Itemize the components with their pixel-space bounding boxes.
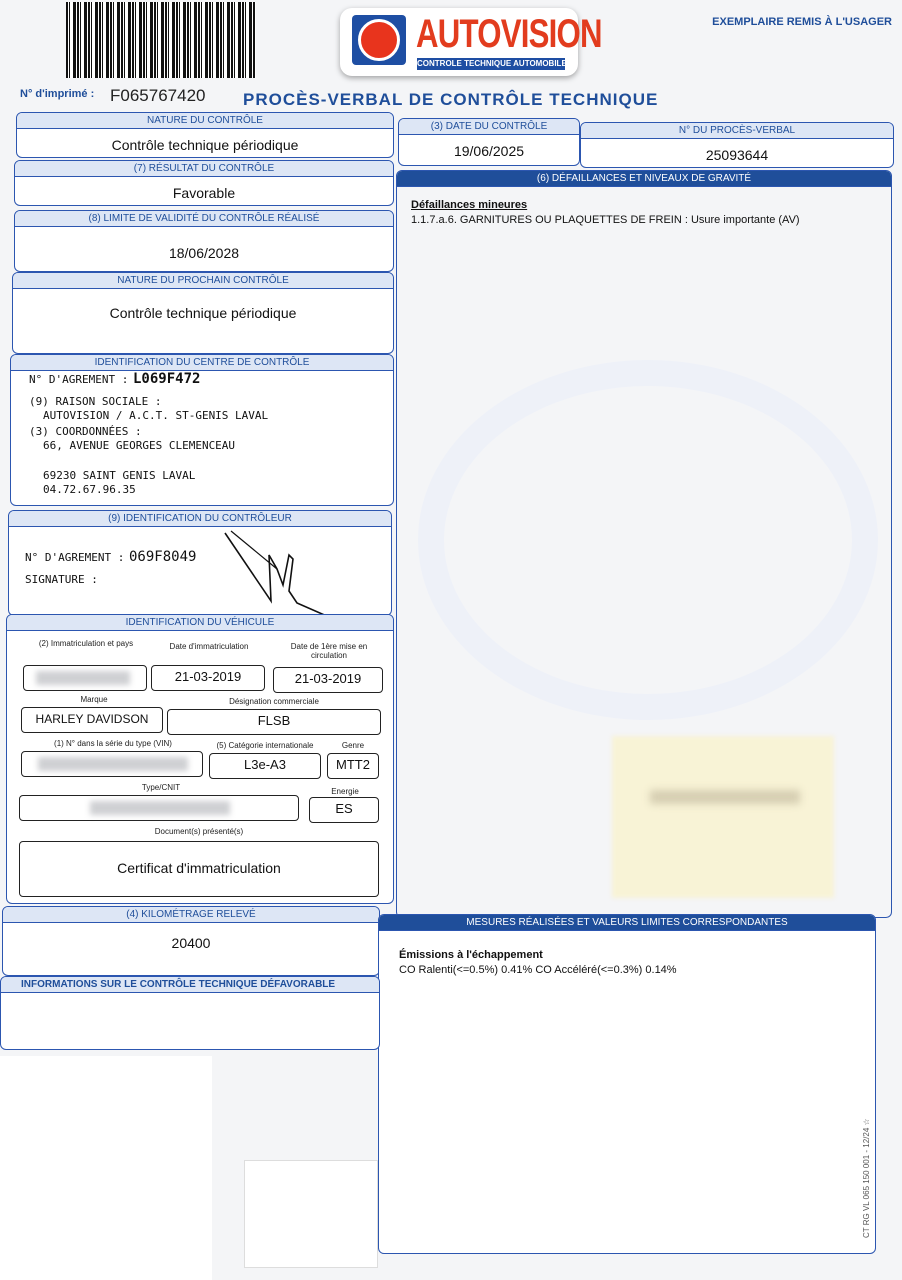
defaillance-item: 1.1.7.a.6. GARNITURES OU PLAQUETTES DE FREIN : Usure importante (AV)	[411, 214, 800, 226]
pv-number-header: N° DU PROCÈS-VERBAL	[581, 123, 893, 139]
resultat-value: Favorable	[172, 185, 236, 201]
mesures-title: Émissions à l'échappement	[399, 949, 543, 961]
pv-number-box	[580, 122, 894, 168]
documents-field: Certificat d'immatriculation	[19, 841, 379, 897]
defavorable-header: INFORMATIONS SUR LE CONTRÔLE TECHNIQUE DÉFAVORABLE	[1, 977, 379, 993]
nature-controle-header: NATURE DU CONTRÔLE	[17, 113, 393, 129]
mesures-box	[378, 914, 876, 1254]
centre-agrement-label: N° D'AGREMENT :	[29, 373, 129, 386]
defavorable-box	[0, 976, 380, 1050]
raison-sociale-label: (9) RAISON SOCIALE :	[29, 395, 162, 408]
validite-header: (8) LIMITE DE VALIDITÉ DU CONTRÔLE RÉALISÉ	[15, 211, 393, 227]
vin-field	[21, 751, 203, 777]
pv-number-value: 25093644	[705, 147, 769, 163]
logo-tagline: CONTROLE TECHNIQUE AUTOMOBILE	[417, 59, 567, 68]
defaillances-header: (6) DÉFAILLANCES ET NIVEAUX DE GRAVITÉ	[397, 171, 891, 187]
stamp-text-redacted	[650, 790, 800, 804]
immat-field	[23, 665, 147, 691]
address-line-1: 66, AVENUE GEORGES CLEMENCEAU	[43, 439, 236, 452]
coordonnees-label: (3) COORDONNÉES :	[29, 425, 142, 438]
redacted-type	[90, 801, 230, 815]
controleur-agrement-value: 069F8049	[129, 549, 197, 565]
centre-controle-header: IDENTIFICATION DU CENTRE DE CONTRÔLE	[11, 355, 393, 371]
vehicule-box	[6, 614, 394, 904]
mesures-header: MESURES RÉALISÉES ET VALEURS LIMITES CORRESPONDANTES	[379, 915, 875, 931]
date-immat-label: Date d'immatriculation	[169, 642, 249, 651]
document-title: PROCÈS-VERBAL DE CONTRÔLE TECHNIQUE	[243, 90, 659, 109]
prochain-controle-value: Contrôle technique périodique	[109, 305, 297, 321]
vehicule-header: IDENTIFICATION DU VÉHICULE	[7, 615, 393, 631]
centre-phone: 04.72.67.96.35	[43, 483, 136, 496]
designation-label: Désignation commerciale	[229, 697, 319, 706]
copy-note: EXEMPLAIRE REMIS À L'USAGER	[712, 16, 892, 28]
form-reference-code: CT RG VL 065 150 001 - 12/24 ☆	[862, 1118, 871, 1238]
defaillances-section-title: Défaillances mineures	[411, 199, 528, 211]
centre-agrement-value: L069F472	[133, 371, 201, 387]
prochain-controle-box	[12, 272, 394, 354]
energie-label: Energie	[331, 787, 359, 796]
vin-label: (1) N° dans la série du type (VIN)	[54, 739, 172, 748]
date-immat-field: 21-03-2019	[151, 665, 265, 691]
date-controle-box	[398, 118, 580, 166]
mesures-line: CO Ralenti(<=0.5%) 0.41% CO Accéléré(<=0.3%) 0.14%	[399, 964, 677, 976]
type-cnit-label: Type/CNIT	[141, 783, 181, 792]
resultat-box	[14, 160, 394, 206]
kilometrage-header: (4) KILOMÉTRAGE RELEVÉ	[3, 907, 379, 923]
address-line-2: 69230 SAINT GENIS LAVAL	[43, 469, 196, 482]
type-cnit-field	[19, 795, 299, 821]
barcode	[66, 2, 256, 78]
marque-label: Marque	[80, 695, 108, 704]
nature-controle-box	[16, 112, 394, 158]
logo-mark-icon	[352, 15, 406, 65]
controleur-agrement-label: N° D'AGREMENT :	[25, 551, 125, 564]
imprime-number: F065767420	[110, 86, 206, 105]
controleur-header: (9) IDENTIFICATION DU CONTRÔLEUR	[9, 511, 391, 527]
logo-circle-icon	[358, 19, 400, 61]
nature-controle-value: Contrôle technique périodique	[111, 137, 299, 153]
signature-label: SIGNATURE :	[25, 573, 98, 586]
genre-field: MTT2	[327, 753, 379, 779]
documents-label: Document(s) présenté(s)	[154, 827, 244, 836]
centre-controle-box	[10, 354, 394, 506]
resultat-header: (7) RÉSULTAT DU CONTRÔLE	[15, 161, 393, 177]
autovision-logo	[340, 8, 602, 76]
date-circulation-field: 21-03-2019	[273, 667, 383, 693]
designation-field: FLSB	[167, 709, 381, 735]
controleur-box	[8, 510, 392, 616]
immat-label: (2) Immatriculation et pays	[38, 639, 134, 648]
kilometrage-value: 20400	[171, 935, 211, 951]
prochain-controle-header: NATURE DU PROCHAIN CONTRÔLE	[13, 273, 393, 289]
imprime-label: N° d'imprimé :	[20, 88, 95, 100]
redacted-plate	[36, 671, 130, 685]
categorie-field: L3e-A3	[209, 753, 321, 779]
genre-label: Genre	[341, 741, 365, 750]
redacted-vin	[38, 757, 188, 771]
kilometrage-box	[2, 906, 380, 976]
categorie-label: (5) Catégorie internationale	[216, 741, 314, 750]
validite-value: 18/06/2028	[168, 245, 240, 261]
energie-field: ES	[309, 797, 379, 823]
center-stamp	[612, 736, 834, 898]
logo-brand-name: AUTOVISION	[416, 12, 602, 56]
blank-paper-area	[244, 1160, 378, 1268]
raison-sociale-value: AUTOVISION / A.C.T. ST-GENIS LAVAL	[43, 409, 269, 422]
marque-field: HARLEY DAVIDSON	[21, 707, 163, 733]
date-circulation-label: Date de 1ère mise en circulation	[290, 642, 368, 660]
signature-icon	[219, 525, 339, 615]
validite-box	[14, 210, 394, 272]
date-controle-header: (3) DATE DU CONTRÔLE	[399, 119, 579, 135]
date-controle-value: 19/06/2025	[453, 143, 525, 159]
blank-paper-area	[0, 1056, 212, 1280]
